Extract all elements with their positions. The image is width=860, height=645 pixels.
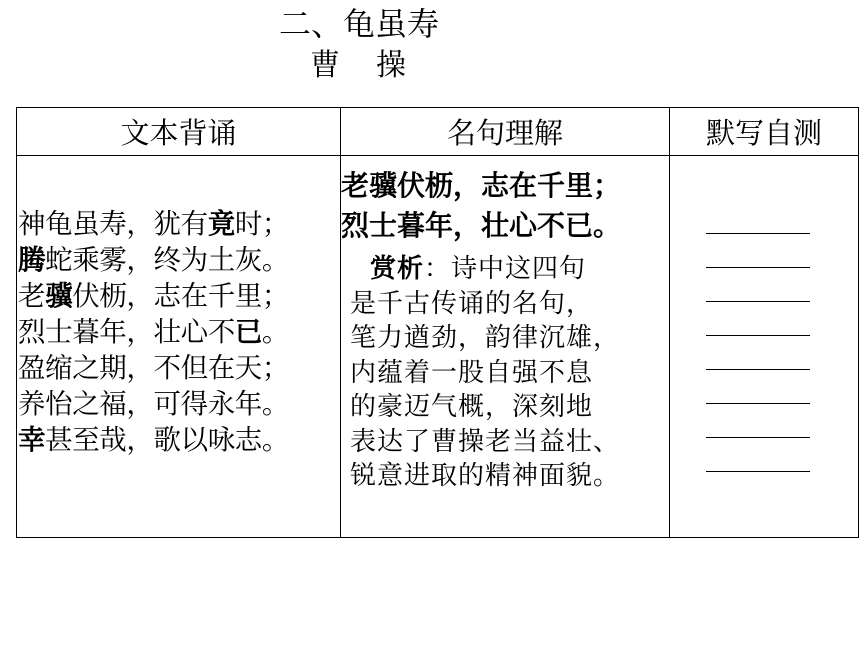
poem-line xyxy=(18,242,340,278)
poem-text-segment: 。 xyxy=(261,316,290,348)
analysis-line: 表达了曹操老当益壮、 xyxy=(350,426,621,457)
poem-line xyxy=(18,350,340,386)
header-understanding: 名句理解 xyxy=(341,108,670,156)
poem-text xyxy=(17,156,340,458)
poem-line xyxy=(18,386,340,422)
poem-line xyxy=(18,314,340,350)
analysis-line: 笔力遒劲，韵律沉雄， xyxy=(350,323,621,353)
poem-text-segment: 伏枥，志在千里； xyxy=(72,280,290,312)
key-character: 骥 xyxy=(45,280,73,312)
answer-blank-line[interactable] xyxy=(706,200,810,234)
famous-line: 烈士暮年，壮心不已。 xyxy=(341,209,622,242)
famous-line: 老骥伏枥，志在千里； xyxy=(341,169,622,202)
poem-text-segment: 甚至哉，歌以咏志。 xyxy=(45,424,290,456)
answer-blank-line[interactable] xyxy=(706,336,810,370)
answer-blank-line[interactable] xyxy=(706,302,810,336)
answer-blank-line[interactable] xyxy=(706,438,810,472)
poem-text-segment: 老 xyxy=(18,280,46,312)
poem-line xyxy=(18,422,340,458)
analysis-line: 的豪迈气概，深刻地 xyxy=(350,392,594,422)
famous-lines xyxy=(341,156,669,246)
poem-text-segment: 时； xyxy=(234,208,290,240)
analysis-line-text: ：诗中这四句 xyxy=(424,254,587,284)
analysis-label: 赏析 xyxy=(370,254,425,284)
understanding-cell xyxy=(341,156,670,538)
key-character: 已 xyxy=(234,316,262,348)
blank-lines xyxy=(670,156,858,472)
analysis-line: 是千古传诵的名句， xyxy=(350,288,594,319)
poem-text-segment: 养怡之福，可得永年。 xyxy=(18,388,289,420)
table-header-row xyxy=(17,108,859,156)
author-surname: 曹 xyxy=(310,48,342,83)
poem-cell xyxy=(17,156,341,538)
poem-line xyxy=(18,206,340,242)
answer-blank-line[interactable] xyxy=(706,404,810,438)
header-recitation: 文本背诵 xyxy=(17,108,341,156)
answer-blank-line[interactable] xyxy=(706,370,810,404)
key-character: 竟 xyxy=(207,208,235,240)
key-character: 腾 xyxy=(18,244,46,276)
poem-text-segment: 蛇乘雾，终为土灰。 xyxy=(45,244,290,276)
answer-blank-line[interactable] xyxy=(706,268,810,302)
table-body-row xyxy=(17,156,859,538)
poem-line xyxy=(18,278,340,314)
key-character: 幸 xyxy=(18,424,46,456)
header-self-test: 默写自测 xyxy=(670,108,859,156)
analysis-line: 内蕴着一股自强不息 xyxy=(350,357,594,388)
analysis-text xyxy=(341,246,669,494)
analysis-line: 锐意进取的精神面貌。 xyxy=(350,461,621,491)
answer-blank-line[interactable] xyxy=(706,234,810,268)
self-test-cell xyxy=(670,156,859,538)
study-table xyxy=(16,107,859,538)
author-given-name: 操 xyxy=(376,48,408,83)
analysis-line xyxy=(350,252,665,287)
author-name xyxy=(0,46,718,86)
poem-text-segment: 神龟虽寿，犹有 xyxy=(18,208,208,240)
poem-text-segment: 烈士暮年，壮心不 xyxy=(18,316,235,348)
lesson-title: 二、龟虽寿 xyxy=(278,5,439,43)
poem-text-segment: 盈缩之期，不但在天； xyxy=(18,352,289,384)
